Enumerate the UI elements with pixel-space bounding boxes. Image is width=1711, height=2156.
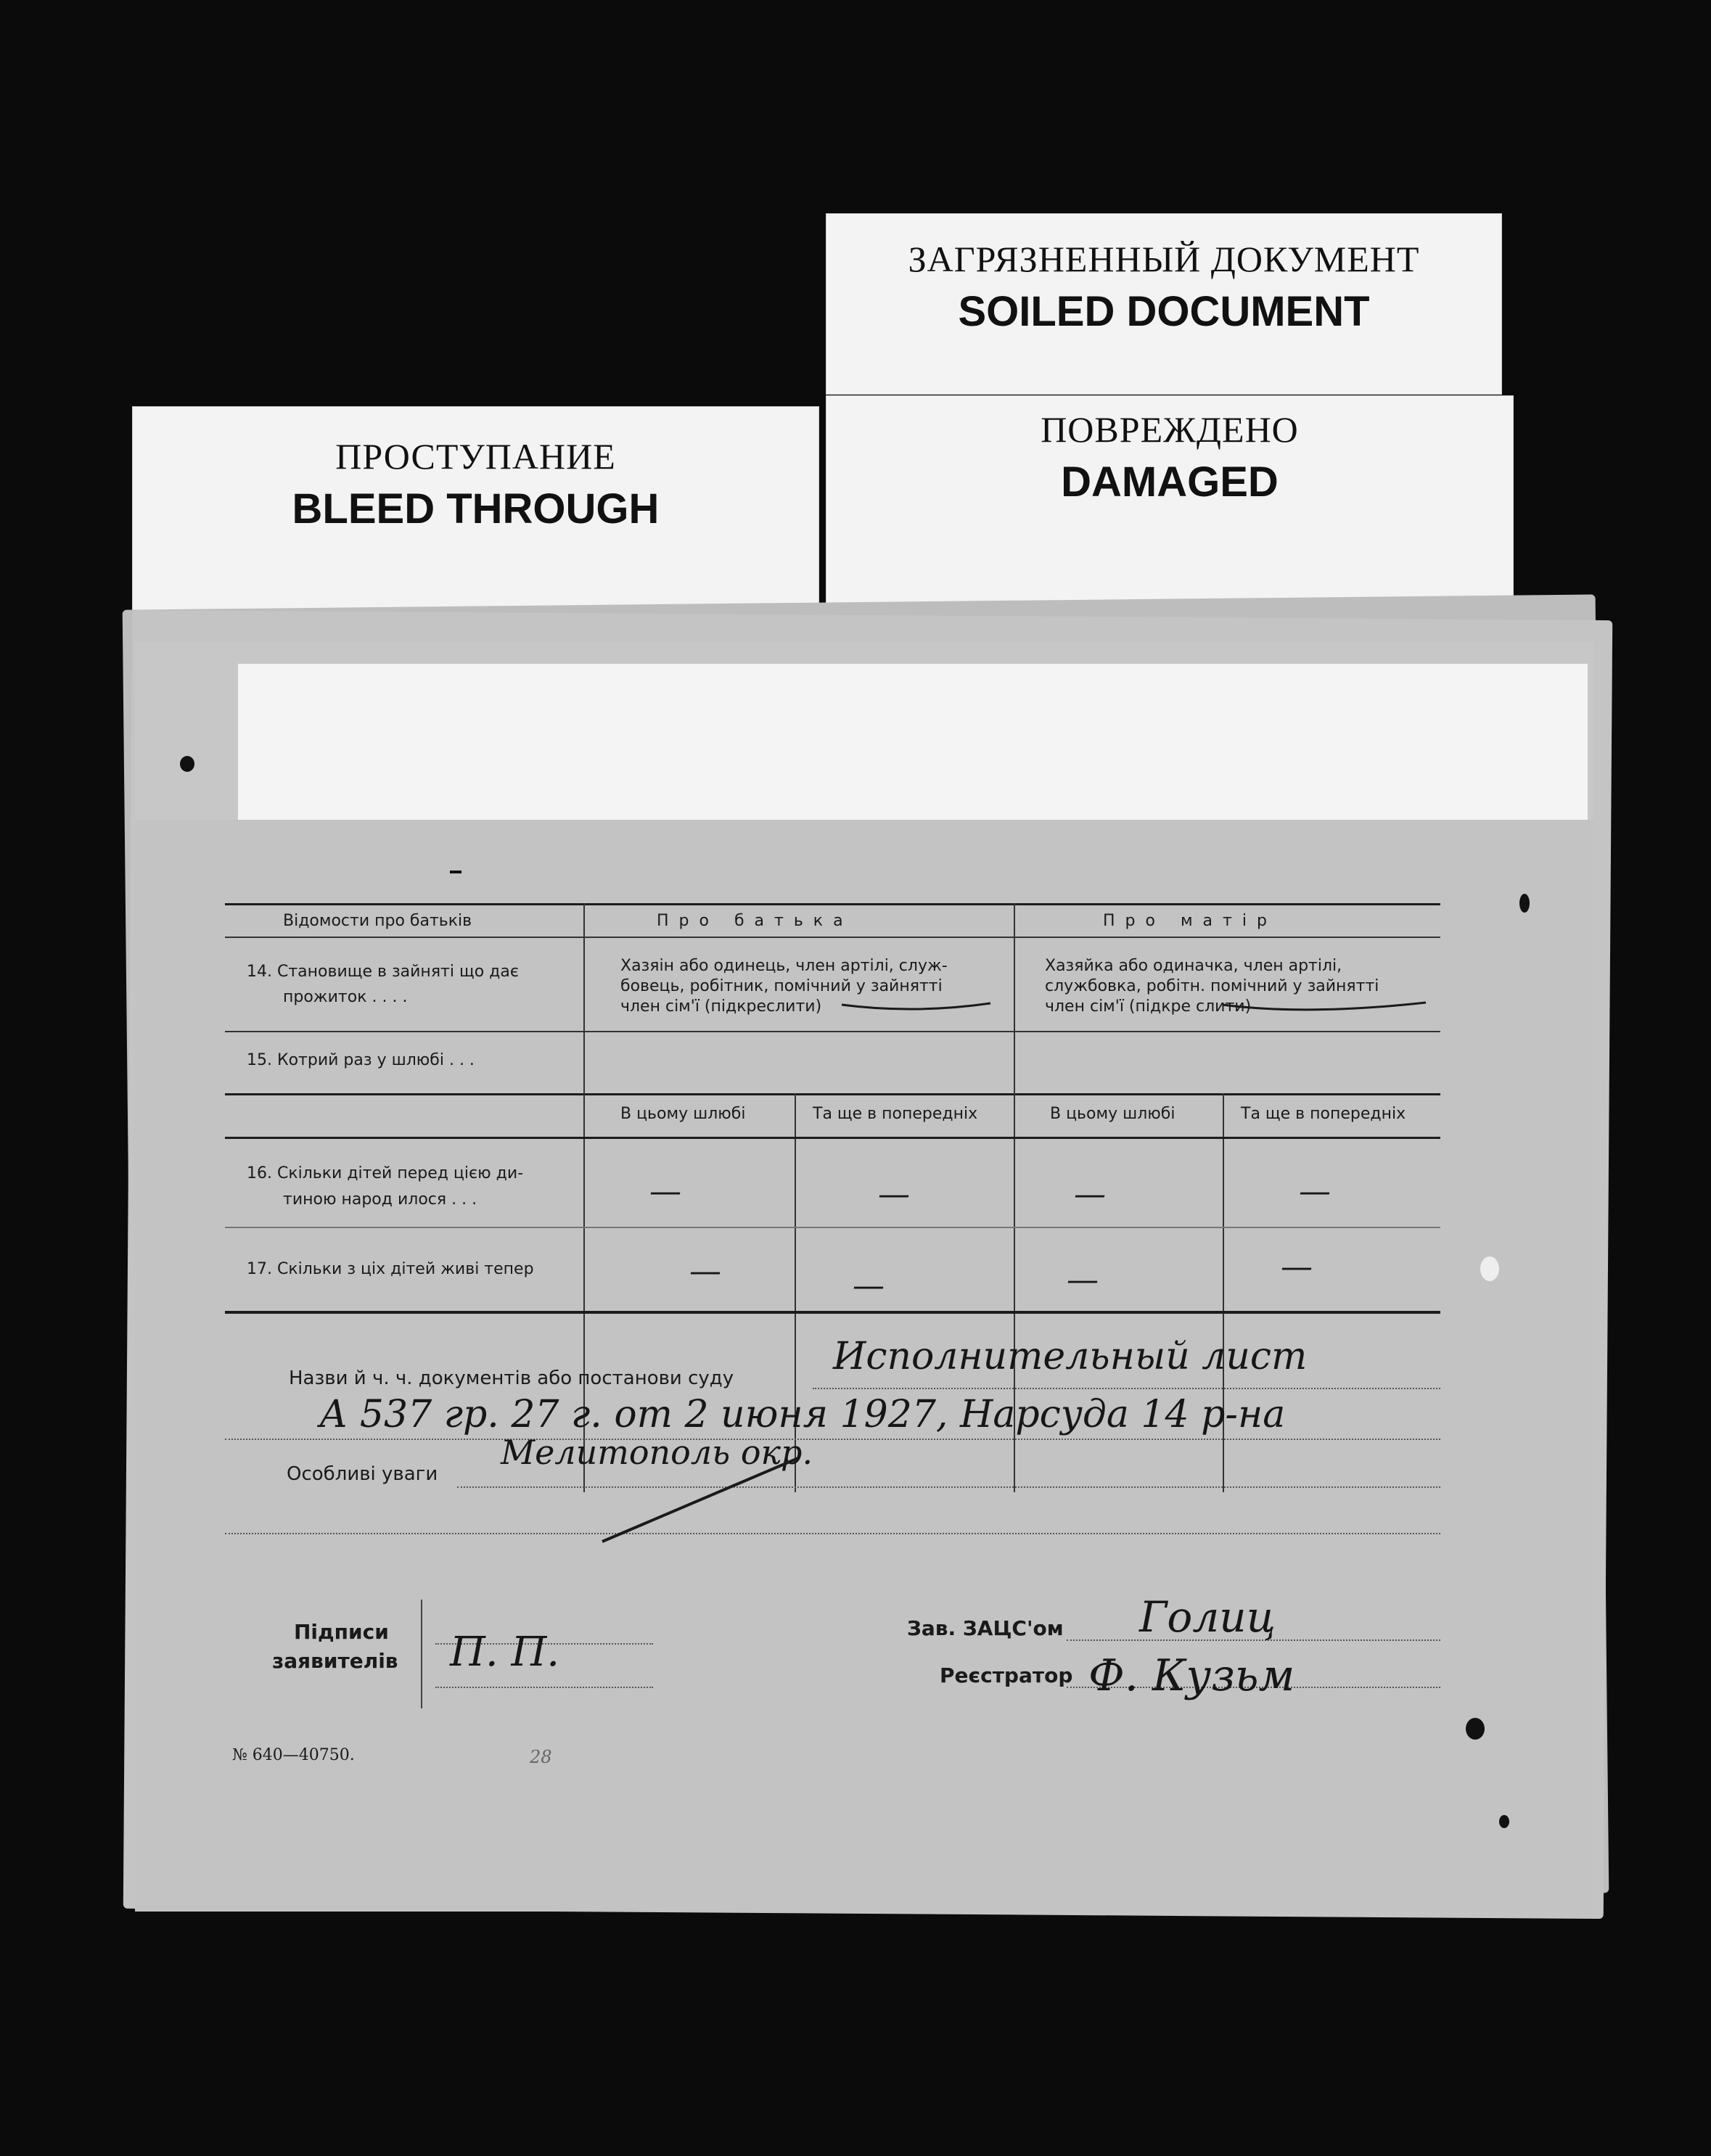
registrar-label: Реєстратор — [940, 1663, 1073, 1687]
row17-father-prev: — — [853, 1267, 885, 1304]
handwritten-document-line-1: Исполнительный лист — [833, 1335, 1308, 1378]
sub-father-prev: Та ще в попередніх — [813, 1105, 978, 1123]
row14-mother-text: службовка, робітн. помічний у зайнятті — [1045, 977, 1379, 995]
row17-mother-prev: — — [1281, 1248, 1313, 1285]
registrar-signature: Ф. Кузьм — [1088, 1650, 1295, 1701]
row17-father-this: — — [689, 1253, 721, 1290]
header-mother: Про матір — [1103, 912, 1277, 930]
head-of-registry-label: Зав. ЗАЦС'ом — [907, 1616, 1064, 1640]
signatures-label-cont: заявителів — [272, 1649, 398, 1673]
applicant-signature: П. П. — [450, 1629, 560, 1676]
bleed-card-ru: ПРОСТУПАНИЕ — [335, 436, 616, 477]
underline-stroke — [842, 1003, 990, 1009]
soiled-card-en: SOILED DOCUMENT — [958, 288, 1370, 335]
row17-mother-this: — — [1067, 1262, 1099, 1299]
handwritten-document-line-3: Мелитополь окр. — [501, 1433, 813, 1472]
form-number: № 640—40750. — [232, 1746, 355, 1764]
sub-father-this: В цьому шлюбі — [620, 1105, 746, 1123]
damaged-card-en: DAMAGED — [1061, 458, 1279, 506]
diagonal-pen-stroke — [602, 1458, 798, 1542]
row15-label: 15. Котрий раз у шлюбі . . . — [247, 1051, 475, 1069]
documents-label: Назви й ч. ч. документів або постанови суду — [289, 1367, 734, 1389]
handwritten-document-line-2: А 537 гр. 27 г. от 2 июня 1927, Нарсуда 14 р-на — [319, 1393, 1286, 1436]
row14-label-cont: прожиток . . . . — [283, 988, 408, 1006]
row16-mother-this: — — [1074, 1176, 1106, 1213]
soiled-card-ru: ЗАГРЯЗНЕННЫЙ ДОКУМЕНТ — [908, 239, 1420, 279]
row14-father-text: бовець, робітник, помічний у зайнятті — [620, 977, 943, 995]
special-notes-label: Особливі уваги — [287, 1463, 438, 1485]
signatures-label: Підписи — [294, 1620, 389, 1644]
row16-father-this: — — [649, 1173, 681, 1210]
damaged-card-ru: ПОВРЕЖДЕНО — [1041, 409, 1299, 450]
header-father: Про батька — [657, 912, 853, 930]
row16-mother-prev: — — [1299, 1173, 1331, 1210]
pencil-mark: 28 — [530, 1747, 552, 1767]
row17-label: 17. Скільки з ціх дітей живі тепер — [247, 1260, 534, 1278]
head-signature: Голиц — [1139, 1592, 1276, 1642]
row14-father-text: член сім'ї (підкреслити) — [620, 997, 822, 1016]
header-parents-info: Відомости про батьків — [283, 912, 472, 930]
bleed-card-en: BLEED THROUGH — [292, 485, 660, 532]
row14-label: 14. Становище в зайняті що дає — [247, 963, 519, 981]
row14-father-text: Хазяін або одинець, член артілі, служ- — [620, 957, 948, 975]
row14-mother-text: Хазяйка або одиначка, член артілі, — [1045, 957, 1342, 975]
sub-mother-this: В цьому шлюбі — [1050, 1105, 1175, 1123]
sub-mother-prev: Та ще в попередніх — [1241, 1105, 1406, 1123]
row14-mother-text: член сім'ї (підкре слити) — [1045, 997, 1252, 1016]
row16-label-cont: тиною народ илося . . . — [283, 1190, 477, 1209]
underline-stroke — [1223, 1003, 1426, 1010]
row16-label: 16. Скільки дітей перед цією ди- — [247, 1164, 524, 1182]
row16-father-prev: — — [878, 1176, 910, 1213]
